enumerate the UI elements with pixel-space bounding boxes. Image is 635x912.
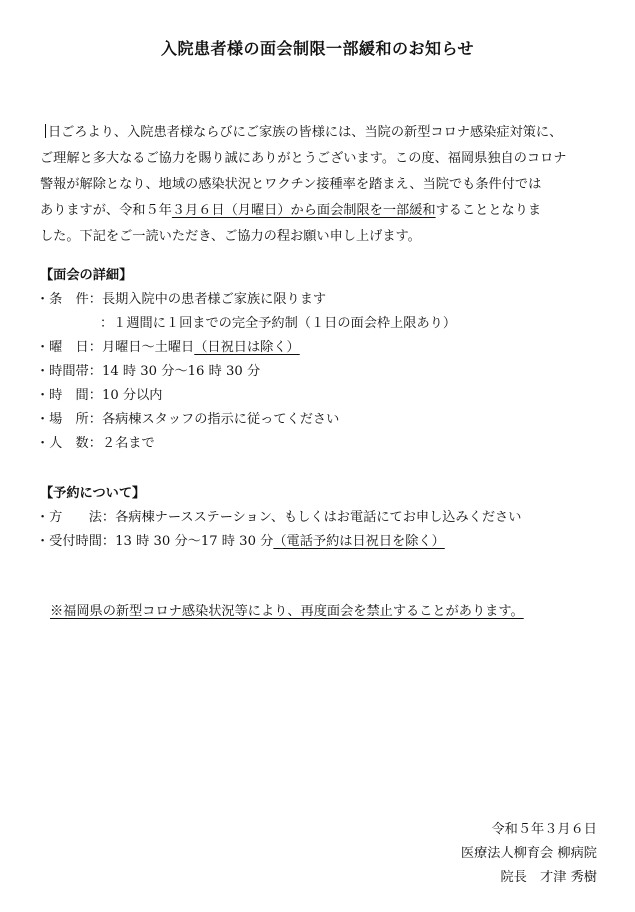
days-note: （日祝日は除く） [194,340,300,355]
hours-label: ・受付時間： [36,534,116,549]
director-name: 院長 才津 秀樹 [500,870,597,885]
reservation-heading: 【予約について】 [40,486,146,501]
method-row [36,506,521,525]
intro-line-4: ありますが、令和５年３月６日（月曜日）から面会制限を一部緩和することとなりま [40,203,542,218]
condition-value-2: ：１週間に１回までの完全予約制（１日の面会枠上限あり） [100,316,457,331]
hours-note: （電話予約は日祝日を除く） [273,534,445,549]
condition-row-2 [100,312,456,331]
method-value: 各病棟ナースステーション、もしくはお電話にてお申し込みください [115,510,522,525]
place-label: ・場 所： [36,412,102,427]
days-value: 月曜日〜土曜日 [101,340,195,355]
intro-line-1: 日ごろより、入院患者様ならびにご家族の皆様には、当院の新型コロナ感染症対策に、 [40,120,600,146]
duration-label: ・時 間： [36,388,102,403]
people-value: ２名まで [101,436,155,451]
hours-row [36,530,445,549]
duration-row [36,384,162,403]
place-row [36,408,339,427]
time-label: ・時間帯： [36,364,102,379]
issue-date: 令和５年３月６日 [491,822,597,837]
place-value: 各病棟スタッフの指示に従ってください [101,412,340,427]
condition-value: 長期入院中の患者様ご家族に限ります [101,292,327,307]
intro-line-3: 警報が解除となり、地域の感染状況とワクチン接種率を踏まえ、当院でも条件付では [40,177,542,192]
condition-label: ・条 件： [36,292,102,307]
time-value: 14 時 30 分〜16 時 30 分 [101,364,261,379]
visit-details-heading: 【面会の詳細】 [40,268,133,283]
days-label: ・曜 日： [36,340,102,355]
intro-line-2: ご理解と多大なるご協力を賜り誠にありがとうございます。この度、福岡県独自のコロナ [40,151,567,166]
days-row [36,336,300,355]
people-row [36,432,155,451]
people-label: ・人 数： [36,436,102,451]
intro-paragraph [40,120,600,250]
duration-value: 10 分以内 [101,388,163,403]
method-label: ・方 法： [36,510,116,525]
time-row [36,360,260,379]
text-cursor [45,124,46,138]
page-title: 入院患者様の面会制限一部緩和のお知らせ [160,39,475,58]
hours-value: 13 時 30 分〜17 時 30 分 [115,534,274,549]
condition-row [36,288,326,307]
relaxation-date-highlight: ３月６日（月曜日）から面会制限を一部緩和 [171,203,436,218]
warning-note: ※福岡県の新型コロナ感染状況等により、再度面会を禁止することがあります。 [50,604,524,619]
intro-line-5: した。下記をご一読いただき、ご協力の程お願い申し上げます。 [40,229,421,244]
organization-name: 医療法人柳育会 柳病院 [460,846,597,861]
